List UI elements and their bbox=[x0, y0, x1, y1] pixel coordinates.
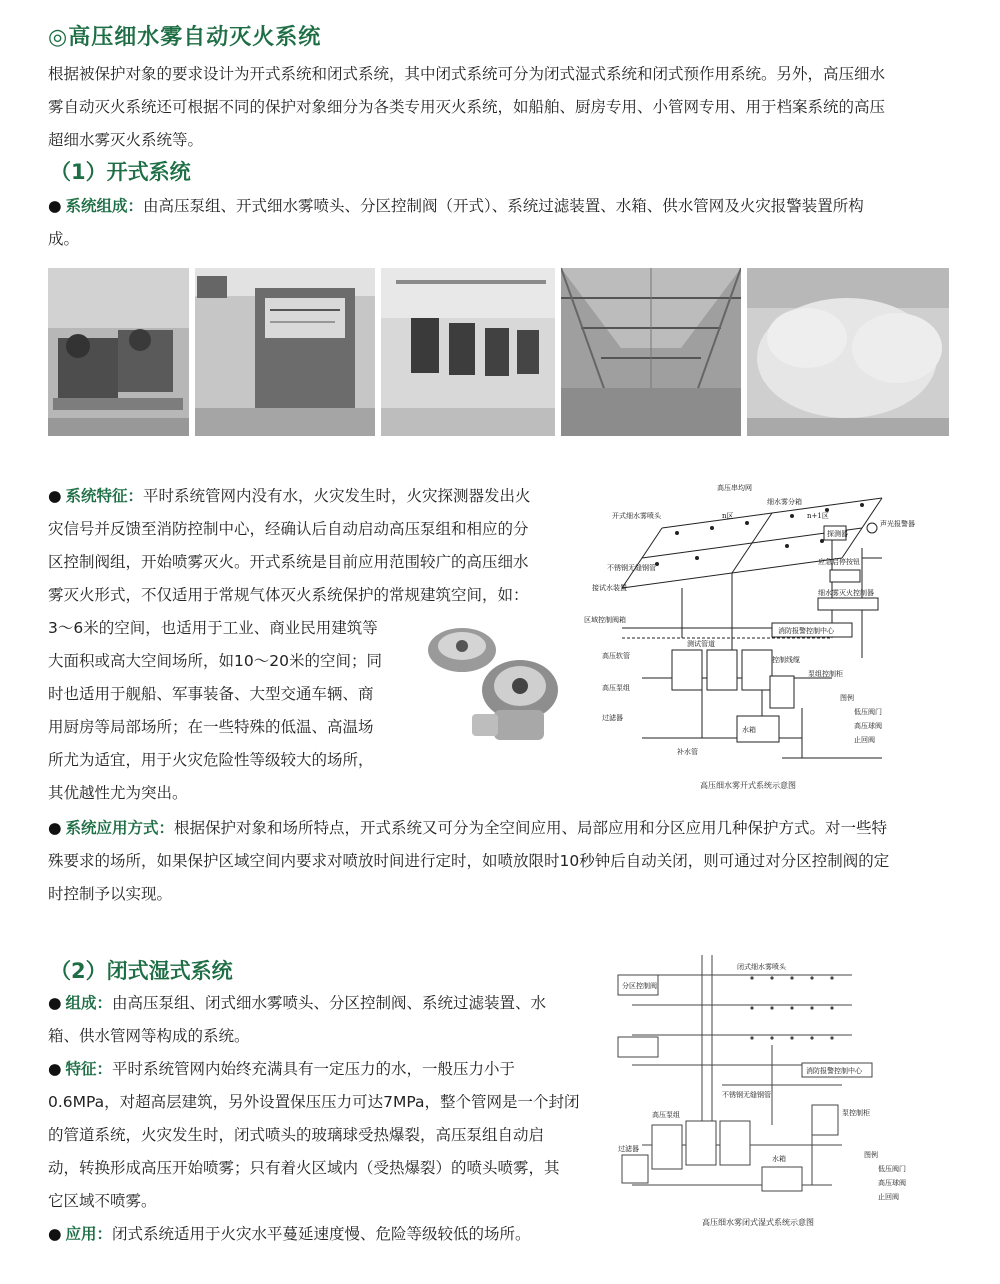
diagram-label: 过滤器 bbox=[602, 714, 623, 722]
diagram-label: 开式细水雾喷头 bbox=[612, 512, 661, 520]
diagram-label: 高压球阀 bbox=[854, 722, 882, 730]
composition-text: 箱、供水管网等构成的系统。 bbox=[48, 1027, 250, 1045]
bullet: ● bbox=[48, 1225, 62, 1243]
intro-paragraph bbox=[48, 58, 958, 157]
diagram-label: 闭式细水雾喷头 bbox=[737, 963, 786, 971]
diagram-label: 探测器 bbox=[827, 530, 848, 538]
diagram-label: 泵控制柜 bbox=[842, 1109, 870, 1117]
diagram-label: 区域控制阀箱 bbox=[584, 616, 626, 624]
diagram-label: 高压泵组 bbox=[602, 684, 630, 692]
diagram-label: 接试水装置 bbox=[592, 584, 627, 592]
diagram-label: 高压球阀 bbox=[878, 1179, 906, 1187]
application-text: 根据保护对象和场所特点，开式系统又可分为全空间应用、局部应用和分区应用几种保护方式。对一些特 bbox=[174, 819, 888, 837]
photo-control-cabinet bbox=[195, 268, 375, 436]
application-text: 殊要求的场所，如果保护区域空间内要求对喷放时间进行定时，如喷放限时10秒钟后自动关闭，则可通过对分区控制阀的定 bbox=[48, 852, 890, 870]
diagram-label: 过滤器 bbox=[618, 1145, 639, 1153]
photo-zone-valve-boxes bbox=[381, 268, 555, 436]
features-text: 它区域不喷雾。 bbox=[48, 1192, 157, 1210]
diagram-label: 高压软管 bbox=[602, 652, 630, 660]
diagram-label: n+1区 bbox=[807, 512, 829, 520]
diagram-label: 高压串均网 bbox=[717, 484, 752, 492]
diagram-label: 不锈钢无缝钢管 bbox=[722, 1091, 771, 1099]
features-text: 平时系统管网内始终充满具有一定压力的水，一般压力小于 bbox=[112, 1060, 516, 1078]
intro-line: 根据被保护对象的要求设计为开式系统和闭式系统，其中闭式系统可分为闭式湿式系统和闭式预作用系统。另外，高压细水 bbox=[48, 65, 886, 83]
application-label: 应用： bbox=[65, 1225, 113, 1243]
bullet: ● bbox=[48, 819, 62, 837]
composition-text: 成。 bbox=[48, 230, 80, 248]
application-text: 闭式系统适用于火灾水平蔓延速度慢、危险等级较低的场所。 bbox=[112, 1225, 531, 1243]
diagram-label: 控制线缆 bbox=[772, 656, 800, 664]
photo-nozzles bbox=[412, 610, 572, 755]
features-text: 大面积或高大空间场所，如10～20米的空间；同 bbox=[48, 652, 382, 670]
features-text: 区控制阀组，开始喷雾灭火。开式系统是目前应用范围较广的高压细水 bbox=[48, 553, 529, 571]
diagram-label: n区 bbox=[722, 512, 734, 520]
features-text: 时也适用于舰船、军事装备、大型交通车辆、商 bbox=[48, 685, 374, 703]
diagram-label: 低压阀门 bbox=[854, 708, 882, 716]
features-text: 3～6米的空间，也适用于工业、商业民用建筑等 bbox=[48, 619, 378, 637]
composition-label: 组成： bbox=[65, 994, 113, 1012]
photo-mist-spray bbox=[747, 268, 949, 436]
diagram-label: 声光报警器 bbox=[880, 520, 915, 528]
diagram-label: 水箱 bbox=[742, 726, 756, 734]
features-text: 其优越性尤为突出。 bbox=[48, 784, 188, 802]
diagram-label: 图例 bbox=[864, 1151, 878, 1159]
diagram-label: 分区控制阀 bbox=[622, 982, 657, 990]
open-system-diagram bbox=[582, 478, 952, 798]
features-label: 特征： bbox=[65, 1060, 113, 1078]
features-label: 系统特征： bbox=[65, 487, 144, 505]
composition-label: 系统组成： bbox=[65, 197, 144, 215]
features-text: 所尤为适宜，用于火灾危险性等级较大的场所， bbox=[48, 751, 374, 769]
closed-system-diagram bbox=[612, 945, 952, 1235]
features-text: 动，转换形成高压开始喷雾；只有着火区域内（受热爆裂）的喷头喷雾，其 bbox=[48, 1159, 560, 1177]
diagram-label: 消防报警控制中心 bbox=[778, 627, 834, 635]
bullet: ● bbox=[48, 1060, 62, 1078]
application-label: 系统应用方式： bbox=[65, 819, 175, 837]
composition-text: 由高压泵组、闭式细水雾喷头、分区控制阀、系统过滤装置、水 bbox=[112, 994, 547, 1012]
features-text: 用厨房等局部场所；在一些特殊的低温、高温场 bbox=[48, 718, 374, 736]
diagram-caption: 高压细水雾闭式湿式系统示意图 bbox=[702, 1218, 814, 1227]
diagram-caption: 高压细水雾开式系统示意图 bbox=[700, 781, 796, 790]
diagram-label: 细水雾分箱 bbox=[767, 498, 802, 506]
features-text: 的管道系统，火灾发生时，闭式喷头的玻璃球受热爆裂，高压泵组自动启 bbox=[48, 1126, 545, 1144]
features-text: 平时系统管网内没有水，火灾发生时，火灾探测器发出火 bbox=[143, 487, 531, 505]
diagram-label: 水箱 bbox=[772, 1155, 786, 1163]
bullet: ● bbox=[48, 487, 62, 505]
open-application bbox=[48, 812, 958, 911]
open-composition bbox=[48, 190, 958, 256]
bullet: ● bbox=[48, 197, 62, 215]
section1-heading: （1）开式系统 bbox=[50, 160, 191, 184]
bullet: ● bbox=[48, 994, 62, 1012]
diagram-label: 止回阀 bbox=[878, 1193, 899, 1201]
page-title: ◎高压细水雾自动灭火系统 bbox=[48, 25, 322, 50]
intro-line: 超细水雾灭火系统等。 bbox=[48, 131, 204, 149]
diagram-label: 细水雾灭火控制器 bbox=[818, 589, 874, 597]
diagram-label: 低压阀门 bbox=[878, 1165, 906, 1173]
photo-pump-units bbox=[48, 268, 189, 436]
diagram-label: 高压泵组 bbox=[652, 1111, 680, 1119]
features-text: 雾灭火形式，不仅适用于常规气体灭火系统保护的常规建筑空间，如： bbox=[48, 586, 529, 604]
section2-heading: （2）闭式湿式系统 bbox=[50, 959, 233, 983]
photo-ceiling-pipes bbox=[561, 268, 741, 436]
features-text: 灾信号并反馈至消防控制中心，经确认后自动启动高压泵组和相应的分 bbox=[48, 520, 529, 538]
composition-text: 由高压泵组、开式细水雾喷头、分区控制阀（开式）、系统过滤装置、水箱、供水管网及火灾报警装置所构 bbox=[143, 197, 864, 215]
application-text: 时控制予以实现。 bbox=[48, 885, 173, 903]
intro-line: 雾自动灭火系统还可根据不同的保护对象细分为各类专用灭火系统，如船舶、厨房专用、小管网专用、用于档案系统的高压 bbox=[48, 98, 886, 116]
diagram-label: 应急启停按钮 bbox=[818, 558, 860, 566]
diagram-label: 补水管 bbox=[677, 748, 698, 756]
diagram-label: 消防报警控制中心 bbox=[806, 1067, 862, 1075]
features-text: 0.6MPa，对超高层建筑，另外设置保压压力可达7MPa，整个管网是一个封闭 bbox=[48, 1093, 580, 1111]
diagram-label: 止回阀 bbox=[854, 736, 875, 744]
diagram-label: 泵组控制柜 bbox=[808, 670, 843, 678]
diagram-label: 测试管道 bbox=[687, 640, 715, 648]
diagram-label: 图例 bbox=[840, 694, 854, 702]
closed-system-text bbox=[48, 987, 608, 1251]
diagram-label: 不锈钢无缝钢管 bbox=[607, 564, 656, 572]
